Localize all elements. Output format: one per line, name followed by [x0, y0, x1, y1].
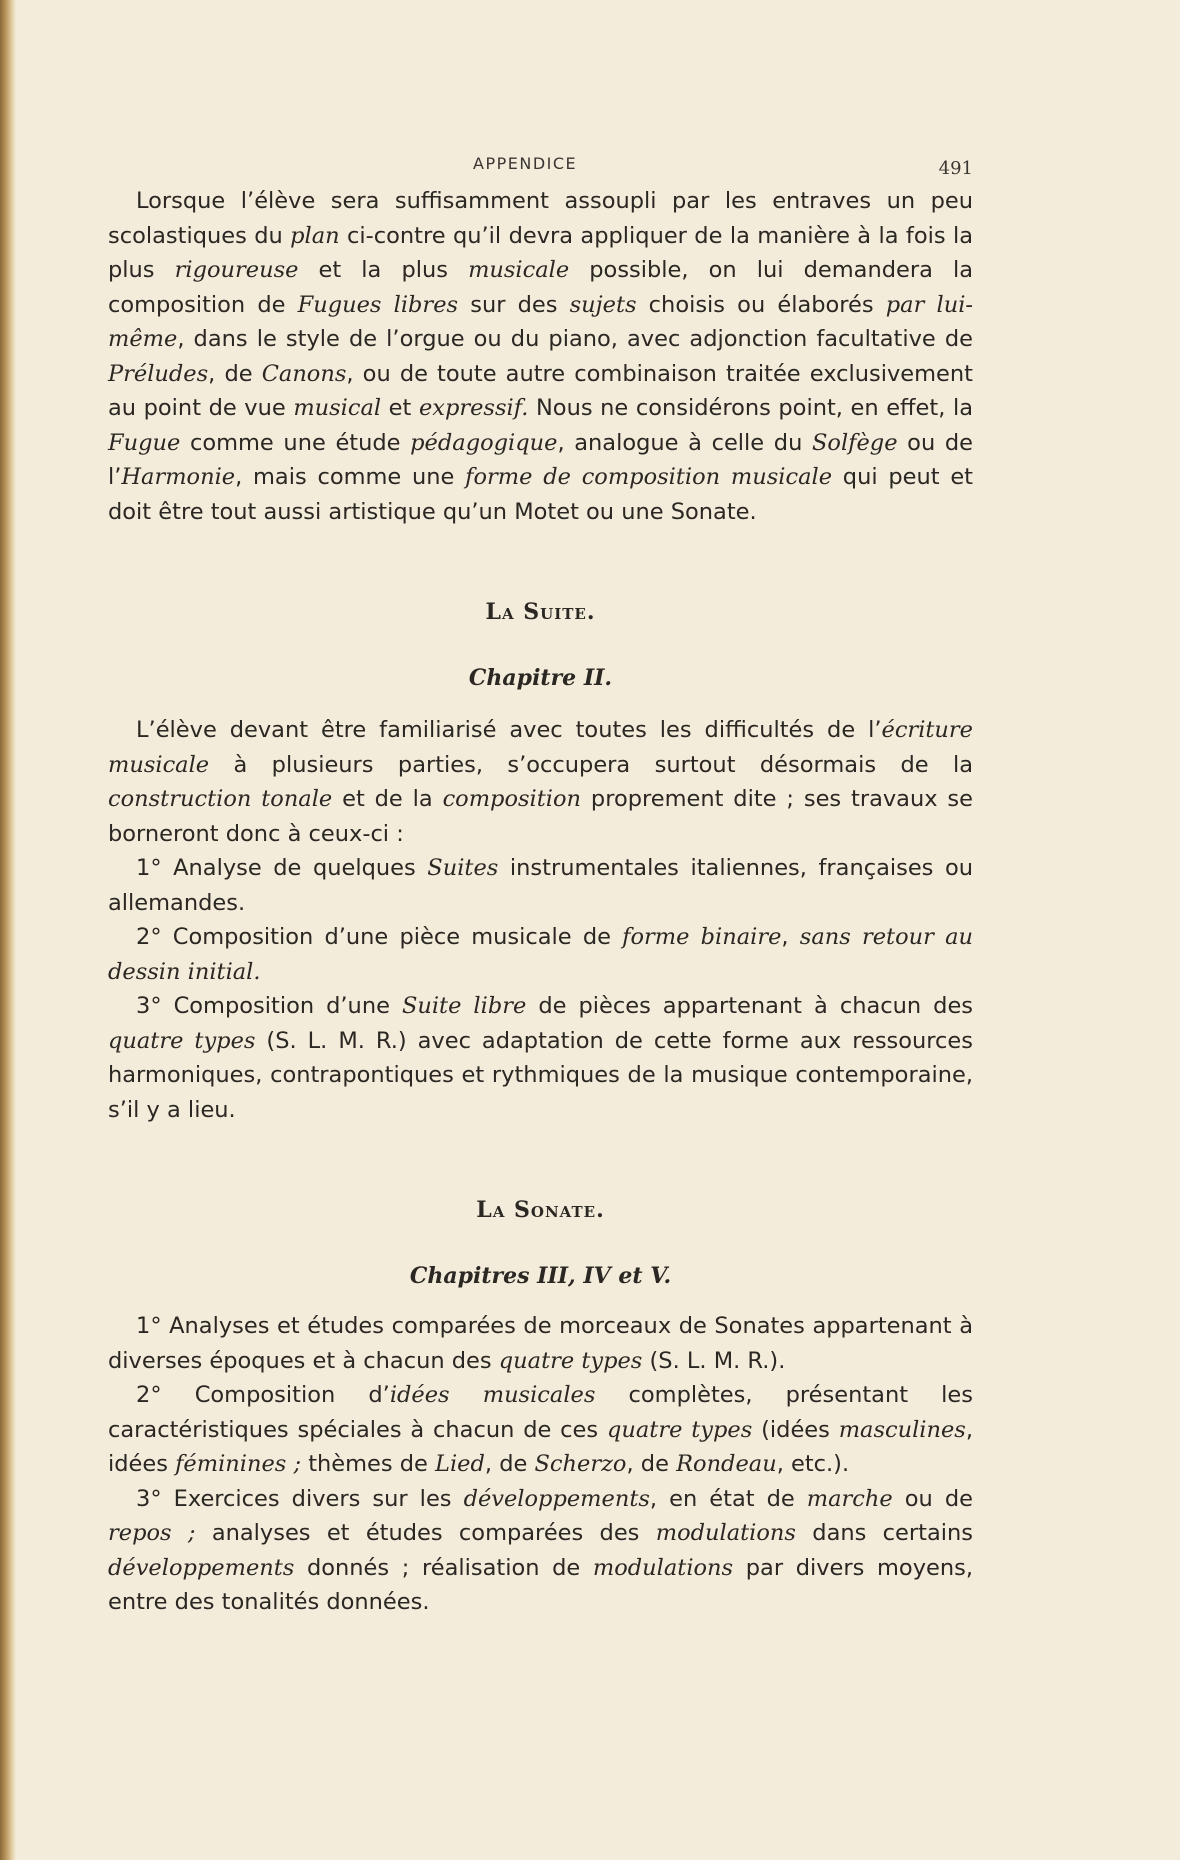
section-title-sonate: La Sonate. — [476, 1197, 605, 1223]
italic-text: rigoureuse — [174, 257, 299, 283]
italic-text: Préludes — [108, 360, 209, 387]
text-run: 1° Analyses et études comparées de morceaux de Sonates appartenant à diverses époques et à chacun des — [108, 1313, 973, 1374]
suite-item-2 — [108, 920, 973, 989]
text-run: , en état de — [649, 1485, 807, 1512]
italic-text: Canons — [261, 360, 347, 387]
italic-text: modulations — [592, 1554, 734, 1581]
italic-text: plan — [290, 222, 340, 249]
text-run: comme une étude — [180, 429, 411, 456]
italic-text: sujets — [569, 291, 637, 318]
italic-text: modulations — [655, 1520, 796, 1546]
italic-text: musicale — [468, 257, 570, 283]
italic-text: expressif. — [418, 395, 529, 421]
text-run: (S. L. M. R.). — [642, 1347, 786, 1374]
italic-text: Suites — [427, 855, 499, 881]
italic-text: sans retour au dessin initial. — [108, 924, 973, 985]
italic-text: Solfège — [812, 429, 898, 456]
text-run: 1° Analyse de quelques — [136, 855, 428, 881]
section-title-suite: La Suite. — [485, 599, 596, 625]
text-run: Nous ne considérons point, en effet, la — [528, 395, 973, 421]
text-run: 3° Exercices divers sur les — [136, 1485, 464, 1512]
italic-text: féminines ; — [175, 1451, 302, 1477]
text-run: proprement dite ; ses travaux se borneront donc à ceux-ci : — [108, 786, 973, 847]
text-run: , mais comme une — [235, 464, 466, 490]
text-run: et — [381, 395, 419, 421]
text-run: analyses et études comparées des — [195, 1520, 656, 1546]
text-run: donnés ; réalisation de — [294, 1554, 593, 1581]
text-run: sur des — [458, 291, 570, 318]
text-run: , ou de toute autre combinaison traitée exclusivement au point de vue — [108, 360, 973, 421]
text-run: , etc.). — [776, 1451, 850, 1477]
page-number: 491 — [938, 158, 973, 179]
text-run: L’élève devant être familiarisé avec toutes les difficultés de l’ — [136, 717, 882, 743]
text-run: (idées — [752, 1416, 839, 1443]
italic-text: forme de composition musicale — [465, 464, 833, 490]
book-binding-edge — [0, 0, 16, 1860]
text-run: ou de l’ — [108, 429, 973, 490]
italic-text: construction tonale — [108, 786, 333, 812]
running-head-title: APPENDICE — [473, 154, 578, 173]
italic-text: Lied — [435, 1451, 485, 1477]
text-run: ou de — [892, 1485, 973, 1512]
text-run: dans certains — [795, 1520, 973, 1546]
italic-text: composition — [442, 786, 582, 812]
text-run: , analogue à celle du — [557, 429, 812, 456]
text-run: Lorsque l’élève sera suffisamment assoupli par les entraves un peu scolastiques du — [108, 188, 973, 249]
text-run: , — [781, 924, 800, 950]
text-run: à plusieurs parties, s’occupera surtout désormais de la — [209, 751, 973, 778]
suite-paragraph-intro — [108, 713, 973, 851]
text-run: instrumentales italiennes, françaises ou allemandes. — [108, 855, 973, 916]
text-run: , idées — [108, 1416, 973, 1477]
italic-text: pédagogique — [410, 429, 558, 456]
suite-item-1 — [108, 851, 973, 920]
text-run: thèmes de — [301, 1451, 436, 1477]
italic-text: forme binaire — [622, 924, 782, 950]
text-run: possible, on lui demandera la composition de — [108, 257, 973, 318]
sonate-item-1 — [108, 1309, 973, 1378]
chapter-heading-sonate: Chapitres III, IV et V. — [409, 1263, 672, 1289]
italic-text: écriture musicale — [108, 717, 973, 778]
text-run: par divers moyens, entre des tonalités données. — [108, 1554, 973, 1615]
intro-paragraph — [108, 184, 973, 529]
text-run: 2° Composition d’ — [136, 1382, 390, 1408]
text-run: 3° Composition d’une — [136, 993, 402, 1019]
text-run: choisis ou élaborés — [636, 291, 886, 318]
chapter-heading-suite: Chapitre II. — [468, 665, 613, 691]
text-run: , de — [626, 1451, 677, 1477]
italic-text: Rondeau — [676, 1451, 777, 1477]
italic-text: Scherzo — [534, 1451, 627, 1477]
italic-text: par lui-même — [108, 291, 973, 352]
italic-text: développements — [463, 1485, 650, 1512]
italic-text: marche — [806, 1485, 893, 1512]
italic-text: Fugue — [108, 429, 181, 456]
text-run: , de — [484, 1451, 535, 1477]
text-run: , de — [208, 360, 262, 387]
text-run: , dans le style de l’orgue ou du piano, avec adjonction facultative de — [177, 326, 973, 352]
text-run: ci-contre qu’il devra appliquer de la manière à la fois la plus — [108, 222, 973, 283]
text-run: complètes, présentant les caractéristiques spéciales à chacun de ces — [108, 1382, 973, 1443]
italic-text: Suite libre — [401, 993, 527, 1019]
text-run: 2° Composition d’une pièce musicale de — [136, 924, 623, 950]
text-run: de pièces appartenant à chacun des — [526, 993, 974, 1019]
italic-text: masculines — [838, 1416, 966, 1443]
italic-text: quatre types — [108, 1027, 256, 1054]
running-head — [108, 150, 973, 180]
italic-text: repos ; — [108, 1520, 196, 1546]
sonate-item-2 — [108, 1378, 973, 1482]
italic-text: quatre types — [498, 1347, 643, 1374]
italic-text: musical — [293, 395, 382, 421]
italic-text: développements — [108, 1554, 295, 1581]
book-page — [108, 150, 973, 1620]
text-run: qui peut et doit être tout aussi artistique qu’un Motet ou une Sonate. — [108, 464, 973, 525]
text-run: et de la — [332, 786, 443, 812]
italic-text: idées musicales — [389, 1382, 596, 1408]
italic-text: Fugues libres — [297, 291, 459, 318]
suite-item-3 — [108, 989, 973, 1127]
italic-text: Harmonie — [121, 464, 236, 490]
text-run: et la plus — [298, 257, 469, 283]
sonate-item-3 — [108, 1482, 973, 1620]
text-run: (S. L. M. R.) avec adaptation de cette forme aux ressources harmoniques, contrapontiques et rythmiques de la musique contemporaine, s’il y a lieu. — [108, 1027, 973, 1123]
italic-text: quatre types — [606, 1416, 753, 1443]
